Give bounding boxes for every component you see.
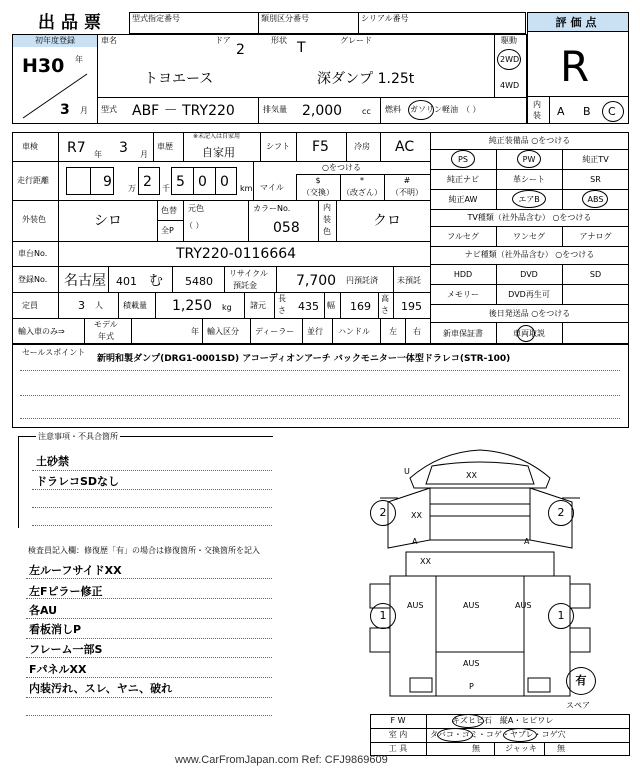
equip-airbag: エアB	[518, 195, 540, 204]
diagram-label-aus-center: AUS	[463, 601, 480, 610]
plate-kana: む	[149, 273, 163, 289]
history-value: 自家用	[202, 146, 235, 159]
diagram-label-xx-top: XX	[466, 471, 477, 480]
doc-manual: 車両取説	[513, 329, 545, 338]
equipment-title: 純正装備品 ○をつける	[488, 136, 571, 145]
grade-value: 深ダンプ 1.25t	[317, 71, 415, 87]
model-designation-label: 型式指定番号	[132, 14, 180, 23]
width-value: 169	[350, 300, 371, 313]
repair-line-3: 各AU	[29, 604, 58, 617]
repair-title: 検査員記入欄：修復歴「有」の場合は修復箇所・交換箇所を記入	[28, 546, 260, 555]
car-diagram	[350, 440, 640, 700]
color-number: 058	[273, 220, 300, 236]
exterior-color: シロ	[94, 213, 122, 229]
mileage-digit-6: 0	[198, 174, 207, 190]
repair-line-4: 看板消しP	[29, 623, 82, 636]
form-title: 出品票	[38, 13, 107, 33]
interior-grade-b: B	[583, 105, 591, 118]
load-value: 1,250	[172, 298, 213, 314]
diagram-label-aus-left: AUS	[407, 601, 424, 610]
mileage-digit-3: 9	[103, 174, 112, 190]
repair-line-1: 左ルーフサイドXX	[29, 564, 122, 577]
repair-line-6: FパネルXX	[29, 663, 87, 676]
diagram-label-p: P	[469, 682, 474, 691]
reg-era-year: H30	[22, 55, 65, 77]
diagram-label-xx-mid: XX	[420, 557, 431, 566]
fw-values: キズヒビ石 縦A・ヒビワレ	[452, 716, 554, 725]
interior-grade-a: A	[557, 105, 565, 118]
plate-region: 名古屋	[64, 273, 106, 289]
diagram-label-aus-bottom: AUS	[463, 659, 480, 668]
fuel-value: ガソリン	[410, 105, 442, 114]
rating-label: 評価点	[555, 16, 601, 29]
recycle-value: 7,700	[296, 273, 337, 289]
repair-line-2: 左Fピラー修正	[29, 585, 103, 598]
footer-watermark: www.CarFromJapan.com Ref: CFJ9869609	[175, 754, 388, 766]
repair-line-7: 内装汚れ、スレ、ヤニ、破れ	[29, 682, 173, 695]
car-name: トヨエース	[144, 71, 214, 87]
mileage-digit-5: 5	[176, 174, 185, 190]
model-code: ABF － TRY220	[132, 103, 235, 119]
sales-point-text: 新明和製ダンプ(DRG1-0001SD) アコーディオンアーチ バックモニター一体型ドラレコ(STR-100)	[97, 354, 511, 364]
capacity-value: 3	[78, 299, 85, 312]
repair-line-5: フレーム一部S	[29, 643, 103, 656]
rating-value: R	[560, 42, 590, 91]
note-line-1: 土砂禁	[36, 455, 69, 468]
room-values: タバコ・ゴミ・コゲ・ヤブレ・コゲ穴	[430, 730, 566, 739]
displacement-value: 2,000	[302, 103, 343, 119]
shape-value: T	[297, 40, 306, 56]
equip-abs: ABS	[587, 195, 604, 204]
serial-label: シリアル番号	[361, 14, 409, 23]
diagram-label-a-right: A	[524, 537, 530, 546]
diagram-label-aus-right: AUS	[515, 601, 532, 610]
shift-value: F5	[312, 139, 329, 155]
interior-grade-circle	[602, 101, 624, 122]
spare-value: 有	[575, 674, 587, 687]
spare-label: スペア	[566, 701, 590, 710]
diagram-label-u: U	[404, 467, 410, 476]
mileage-digit-7: 0	[220, 174, 229, 190]
diagram-label-a-left: A	[412, 537, 418, 546]
diagram-label-xx-left: XX	[411, 511, 422, 520]
tools-value: 無	[472, 744, 480, 753]
first-reg-label: 初年度登録	[35, 36, 75, 45]
equip-pw: PW	[522, 155, 536, 164]
plate-number: 5480	[185, 275, 213, 288]
note-line-2: ドラレコSDなし	[36, 475, 120, 488]
height-value: 195	[401, 300, 422, 313]
inspection-era: R7	[67, 140, 86, 156]
reg-month: 3	[60, 102, 70, 118]
chassis-number: TRY220-0116664	[176, 246, 297, 262]
door-value: 2	[236, 42, 245, 58]
mileage-digit-4: 2	[143, 174, 152, 190]
plate-class: 401	[116, 275, 137, 288]
ac-value: AC	[395, 139, 415, 155]
category-label: 類別区分番号	[261, 14, 309, 23]
model-designation-box	[129, 12, 526, 34]
jack-value: 無	[557, 744, 565, 753]
interior-grade-c: C	[608, 105, 616, 118]
inspection-month: 3	[119, 140, 128, 156]
length-value: 435	[298, 300, 319, 313]
equip-ps: PS	[458, 155, 468, 164]
interior-color: クロ	[373, 213, 401, 229]
